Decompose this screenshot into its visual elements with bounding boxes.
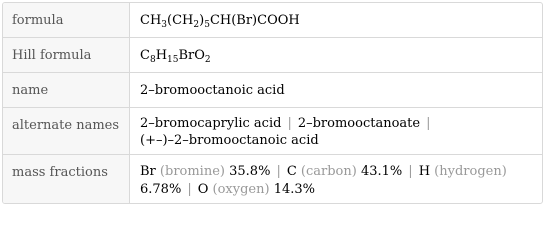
hill-formula-subscript: 15 (167, 55, 179, 65)
hill-formula-subscript: 2 (204, 55, 211, 65)
mass-fractions-label: mass fractions (3, 155, 130, 204)
element-percent: 35.8% (229, 164, 271, 179)
separator: | (408, 164, 413, 179)
separator: | (426, 116, 431, 131)
name-row (3, 73, 542, 108)
mass-fractions-value (130, 155, 542, 204)
alternate-names-value (130, 108, 542, 154)
formula-subscript: 2 (193, 20, 200, 30)
element-percent: 6.78% (140, 182, 182, 197)
element-percent: 43.1% (360, 164, 403, 179)
formula-label: formula (3, 3, 130, 37)
element-percent: 14.3% (273, 182, 316, 197)
formula-subscript: 5 (204, 20, 210, 30)
hill-formula-row (3, 38, 542, 73)
separator: | (276, 164, 281, 179)
alternate-names-line (140, 132, 542, 149)
mass-fractions-line (140, 181, 542, 199)
mass-fractions-row (3, 155, 542, 204)
element-symbol: H (418, 164, 431, 179)
element-symbol: O (197, 182, 209, 197)
element-name: (bromine) (159, 164, 225, 179)
hill-formula-subscript: 8 (149, 55, 156, 65)
alternate-name: (+–)–2–bromooctanoic acid (140, 133, 319, 148)
hill-formula-part: C (140, 48, 150, 63)
formula-part: CH(Br)COOH (209, 13, 300, 28)
formula-part: CH (140, 13, 162, 28)
alternate-names-label: alternate names (3, 108, 130, 154)
formula-value (130, 3, 542, 37)
element-name: (oxygen) (212, 182, 270, 197)
element-name: (hydrogen) (434, 164, 507, 179)
separator: | (287, 116, 292, 131)
element-name: (carbon) (300, 164, 357, 179)
alternate-name: 2–bromooctanoate (297, 116, 421, 131)
hill-formula-label: Hill formula (3, 38, 130, 72)
separator: | (187, 182, 192, 197)
element-symbol: C (286, 164, 297, 179)
element-symbol: Br (140, 164, 156, 179)
name-value: 2–bromooctanoic acid (140, 83, 285, 98)
formula-row (3, 3, 542, 38)
hill-formula-value (130, 38, 542, 72)
hill-formula-part: H (155, 48, 168, 63)
hill-formula-part: BrO (178, 48, 205, 63)
formula-part: (CH (167, 13, 194, 28)
formula-part: ) (199, 13, 205, 28)
formula-subscript: 3 (161, 20, 168, 30)
alternate-name: 2–bromocaprylic acid (140, 116, 282, 131)
name-label: name (3, 73, 130, 107)
properties-table (2, 2, 543, 204)
alternate-names-line (140, 115, 542, 132)
alternate-names-row (3, 108, 542, 155)
mass-fractions-line (140, 163, 542, 181)
